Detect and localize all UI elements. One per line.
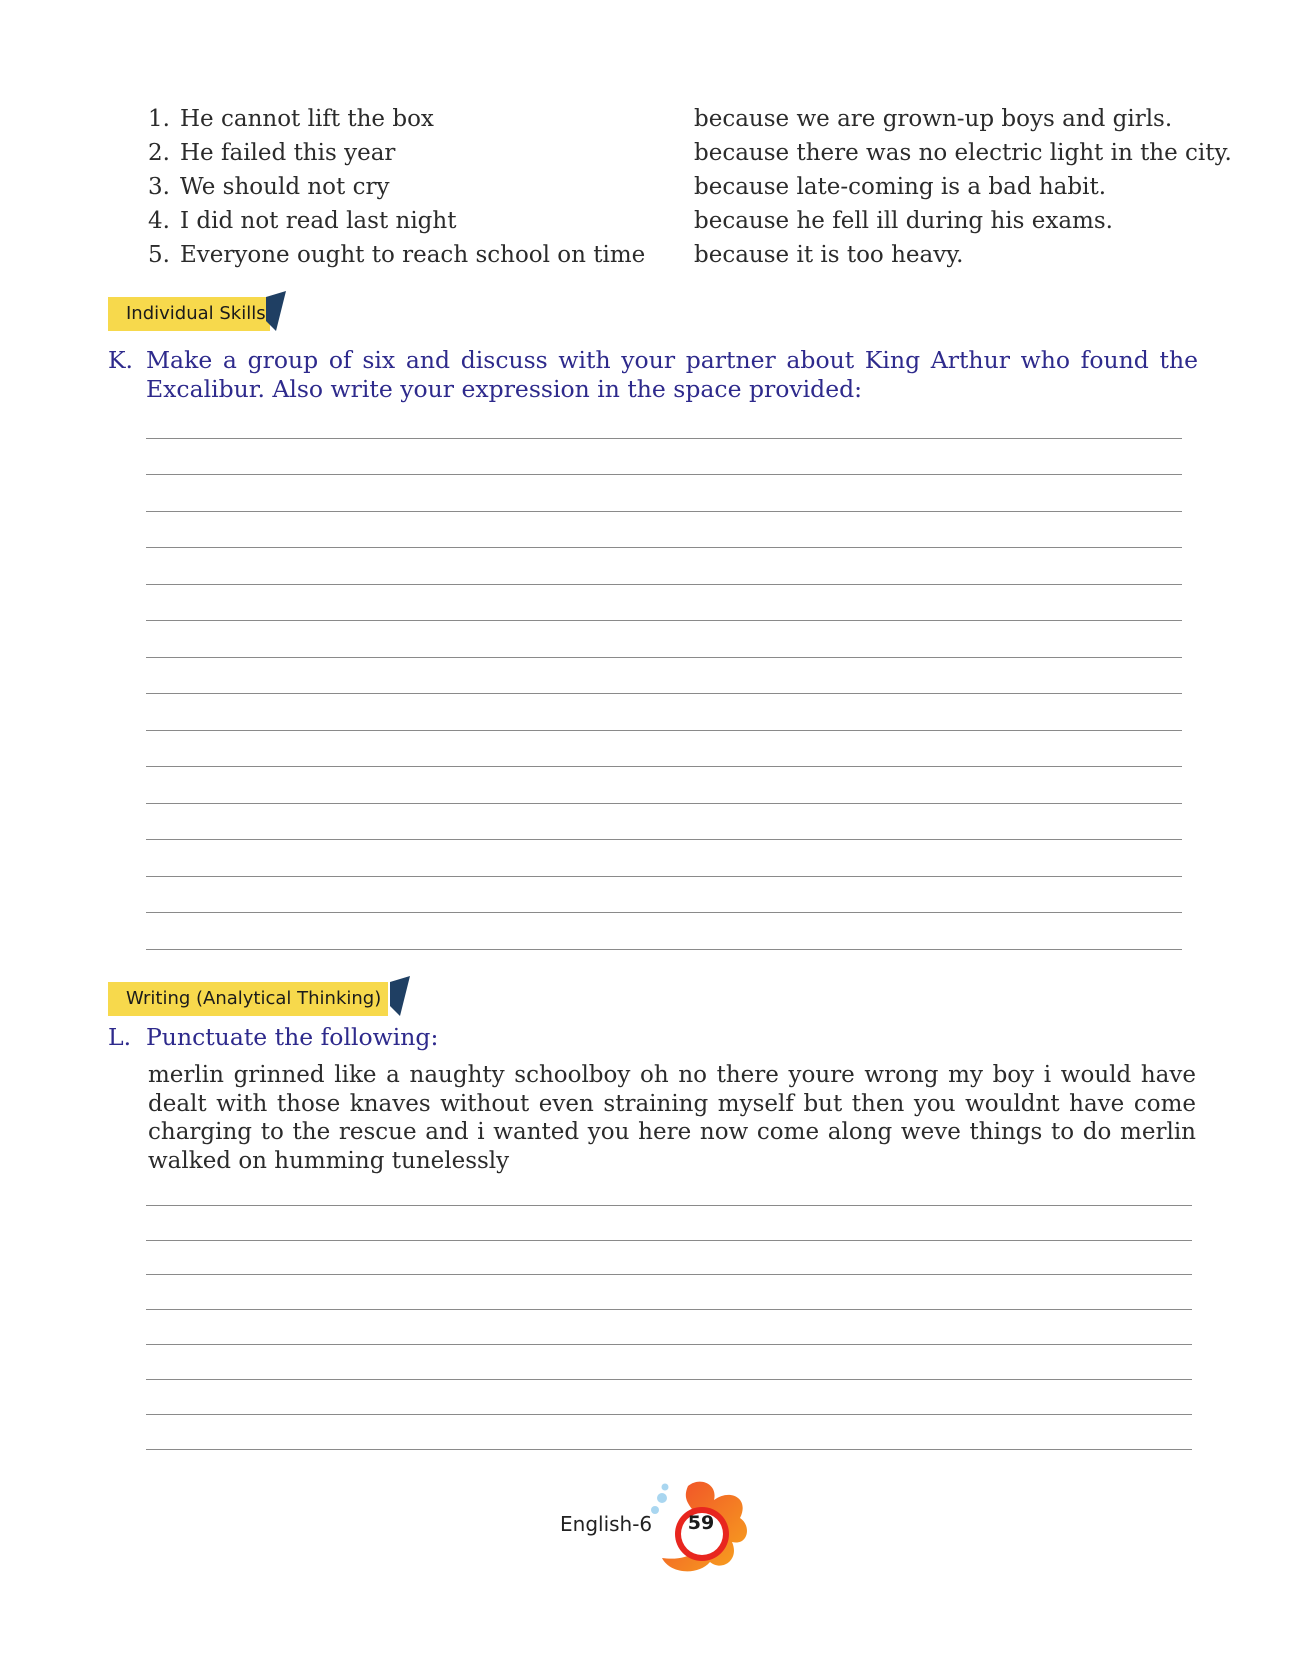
answer-line[interactable] (146, 1344, 1192, 1345)
answer-line[interactable] (146, 839, 1182, 840)
match-row (0, 106, 1296, 140)
match-number: 2. (148, 140, 170, 166)
section-tag-individual-skills (108, 297, 270, 331)
question-k (108, 346, 1198, 404)
book-title: English-6 (560, 1512, 653, 1536)
match-number: 4. (148, 208, 170, 234)
match-right-item: because he fell ill during his exams. (694, 208, 1113, 234)
answer-line[interactable] (146, 1240, 1192, 1241)
section-tag-label: Writing (Analytical Thinking) (126, 988, 382, 1009)
question-text: Punctuate the following: (146, 1023, 439, 1051)
match-right-item: because we are grown-up boys and girls. (694, 106, 1173, 132)
match-row (0, 174, 1296, 208)
flag-icon (266, 291, 286, 331)
answer-line[interactable] (146, 693, 1182, 694)
answer-line[interactable] (146, 1205, 1192, 1206)
match-right-item: because late-coming is a bad habit. (694, 174, 1107, 200)
question-letter: K. (108, 346, 134, 374)
question-l (108, 1023, 1198, 1052)
question-text: Make a group of six and discuss with your partner about King Arthur who found the Excalibur. Also write your expression in the space provided: (146, 346, 1198, 403)
answer-line[interactable] (146, 438, 1182, 439)
match-row (0, 140, 1296, 174)
answer-line[interactable] (146, 730, 1182, 731)
answer-line[interactable] (146, 876, 1182, 877)
answer-line[interactable] (146, 912, 1182, 913)
match-left-item: I did not read last night (180, 208, 457, 234)
answer-line[interactable] (146, 1414, 1192, 1415)
punctuation-passage: merlin grinned like a naughty schoolboy oh no there youre wrong my boy i would have dealt with those knaves without even straining myself but then you wouldnt have come charging to the rescue and i wanted you here now come along weve things to do merlin walked on humming tunelessly (148, 1062, 1196, 1174)
answer-line[interactable] (146, 657, 1182, 658)
match-number: 1. (148, 106, 170, 132)
answer-line[interactable] (146, 949, 1182, 950)
match-row (0, 208, 1296, 242)
match-left-item: Everyone ought to reach school on time (180, 242, 646, 268)
matching-exercise (0, 106, 1296, 276)
page-number: 59 (687, 1512, 715, 1534)
answer-line[interactable] (146, 766, 1182, 767)
match-left-item: We should not cry (180, 174, 390, 200)
match-left-item: He failed this year (180, 140, 396, 166)
match-number: 5. (148, 242, 170, 268)
match-left-item: He cannot lift the box (180, 106, 434, 132)
section-tag-writing (108, 982, 388, 1016)
match-row (0, 242, 1296, 276)
answer-line[interactable] (146, 1379, 1192, 1380)
answer-line[interactable] (146, 547, 1182, 548)
answer-line[interactable] (146, 1274, 1192, 1275)
answer-line[interactable] (146, 474, 1182, 475)
question-letter: L. (108, 1023, 132, 1051)
answer-line[interactable] (146, 511, 1182, 512)
flag-icon (390, 976, 410, 1016)
answer-line[interactable] (146, 584, 1182, 585)
answer-line[interactable] (146, 1309, 1192, 1310)
match-right-item: because it is too heavy. (694, 242, 964, 268)
match-right-item: because there was no electric light in the city. (694, 140, 1232, 166)
answer-line[interactable] (146, 803, 1182, 804)
answer-line[interactable] (146, 1449, 1192, 1450)
answer-line[interactable] (146, 620, 1182, 621)
match-number: 3. (148, 174, 170, 200)
section-tag-label: Individual Skills (126, 303, 266, 324)
